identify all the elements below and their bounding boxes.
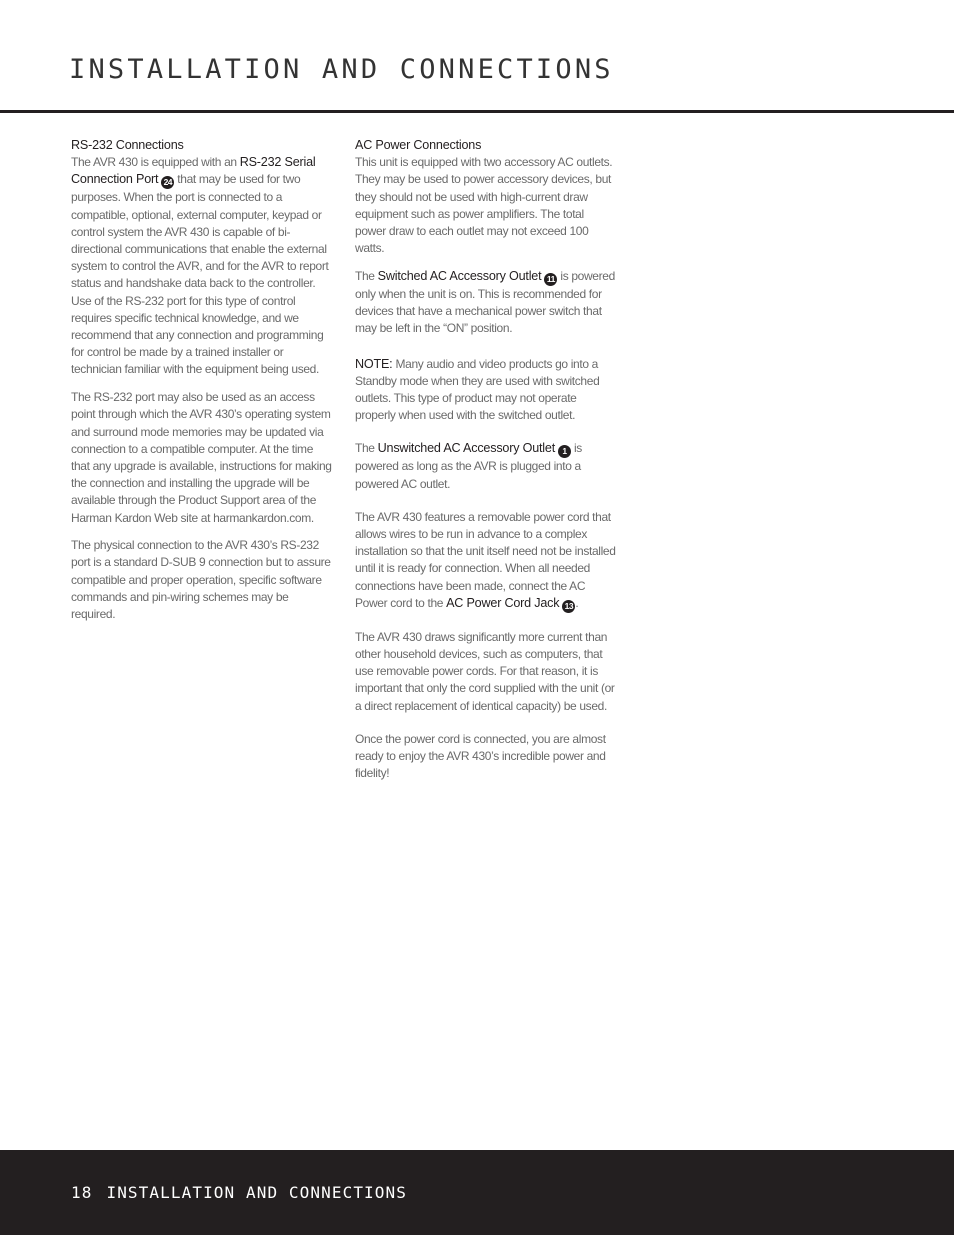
callout-number-13: 13 [562,600,575,613]
middle-column [355,137,617,788]
text-run: . [575,595,579,610]
rs232-paragraph-1 [71,154,333,378]
switched-outlet-reference: Switched AC Accessory Outlet [377,268,542,283]
text-run: that may be used for two purposes. When the port is connected to a compatible, optional, external computer, keypad or control system the AVR 430 is capable of bi-directional communications that enable the external system to control the AVR, and for the AVR to report status and handshake data back to the controller. Use of the RS-232 port for this type of control requires specific technical knowledge, and we recommend that any connection and programming for control be made by a trained installer or technician familiar with the equipment being used. [71,172,329,377]
ac-paragraph-2 [355,268,617,338]
ac-paragraph-6: The AVR 430 draws significantly more current than other household devices, such as computers, that use removable power cords. For that reason, it is important that only the cord supplied with the unit (or a direct replacement of identical capacity) be used. [355,629,615,713]
text-run: The AVR 430 features a removable power cord that allows wires to be run in advance to a complex installation so that the unit itself need not be installed until it is ready for connection. When all needed connections have been made, connect the AC Power cord to the [355,509,616,610]
rs232-port-reference: RS-232 Serial Connection Port [71,155,316,187]
rs232-heading: RS-232 Connections [71,138,184,152]
callout-number-11: 11 [544,273,557,286]
footer-text [71,1183,407,1202]
page-number: 18 [71,1183,93,1202]
left-column [71,137,333,629]
ac-power-heading: AC Power Connections [355,138,482,152]
unswitched-outlet-reference: Unswitched AC Accessory Outlet [377,441,556,456]
text-run: Many audio and video products go into a Standby mode when they are used with switched outlets. This type of product may not operate properly when used with the switched outlet. [355,356,600,423]
text-run: The [355,268,375,283]
callout-number-1: 1 [558,445,571,458]
note-paragraph [355,356,617,425]
rs232-paragraph-3: The physical connection to the AVR 430’s RS-232 port is a standard D-SUB 9 connection but to assure compatible and proper operation, specific software commands and pin-wiring schemes may be required. [71,538,331,622]
ac-paragraph-4 [355,440,617,492]
ac-paragraph-7: Once the power cord is connected, you are almost ready to enjoy the AVR 430’s incredible power and fidelity! [355,731,606,781]
footer-section-title: INSTALLATION AND CONNECTIONS [106,1183,407,1202]
page-title: INSTALLATION AND CONNECTIONS [69,54,614,85]
title-rule [0,110,954,113]
text-run: is powered only when the unit is on. This is recommended for devices that have a mechanical power switch that may be left in the “ON” position. [355,268,615,336]
power-cord-jack-reference: AC Power Cord Jack [446,595,560,610]
rs232-paragraph-2: The RS-232 port may also be used as an access point through which the AVR 430’s operating system and surround mode memories may be updated via connection to a compatible computer. At the time that any upgrade is available, instructions for making the connection and installing the upgrade will be available through the Product Support area of the Harman Kardon Web site at harmankardon.com. [71,390,332,525]
note-label: NOTE: [355,356,393,371]
callout-number-24: 24 [161,176,174,189]
text-run: is powered as long as the AVR is plugged into a powered AC outlet. [355,441,582,491]
ac-paragraph-5 [355,509,617,613]
text-run: The AVR 430 is equipped with an [71,155,237,170]
text-run: The [355,441,375,456]
ac-paragraph-1: This unit is equipped with two accessory AC outlets. They may be used to power accessory devices, but they should not be used with high-current draw equipment such as power amplifiers. The total power draw to each outlet may not exceed 100 watts. [355,155,613,256]
